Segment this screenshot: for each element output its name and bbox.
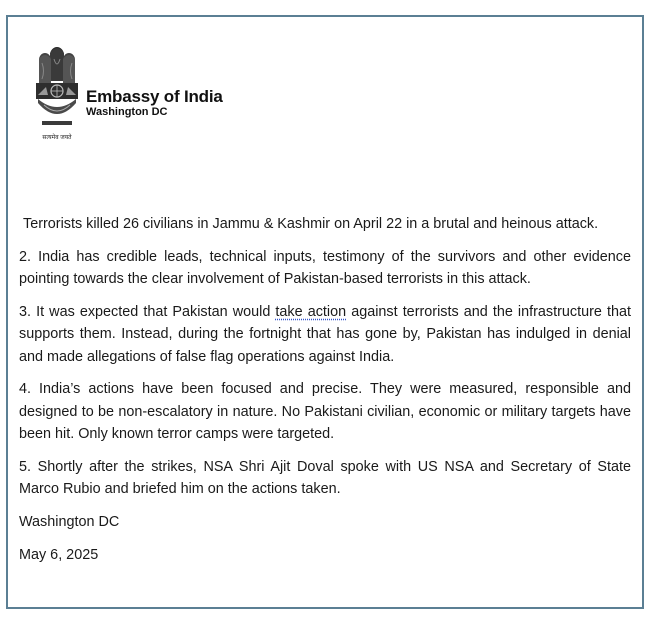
emblem-motto: सत्यमेव जयते (42, 135, 72, 141)
embassy-location: Washington DC (86, 106, 168, 118)
document-frame (6, 15, 644, 609)
paragraph-5: 5. Shortly after the strikes, NSA Shri Ajit Doval spoke with US NSA and Secretary of State Marco Rubio and briefed him on the actions taken. (19, 458, 631, 497)
paragraph-4: 4. India’s actions have been focused and precise. They were measured, responsible and designed to be non-escalatory in nature. No Pakistani civilian, economic or military targets have been hit. Only known terror camps were targeted. (19, 381, 631, 442)
paragraph-2: 2. India has credible leads, technical inputs, testimony of the survivors and other evidence pointing towards the clear involvement of Pakistan-based terrorists in this attack. (19, 248, 631, 287)
national-emblem-icon (30, 41, 84, 145)
signoff-place: Washington DC (19, 513, 120, 530)
lion-capital-icon (30, 41, 84, 133)
embassy-name: Embassy of India (86, 87, 223, 106)
statement-body (19, 213, 631, 577)
signoff-date: May 6, 2025 (19, 546, 99, 563)
paragraph-3-start: 3. It was expected that Pakistan would (19, 303, 276, 320)
spellcheck-highlight: take action (275, 303, 347, 320)
paragraph-3-end: against terrorists and the infrastructure that supports them. Instead, during the fortnight that has gone by, Pakistan has indulged in denial and made allegations of false flag operations against India. (19, 303, 631, 365)
paragraph-1: Terrorists killed 26 civilians in Jammu & Kashmir on April 22 in a brutal and heinous attack. (23, 216, 599, 232)
paragraph-3 (19, 301, 631, 369)
